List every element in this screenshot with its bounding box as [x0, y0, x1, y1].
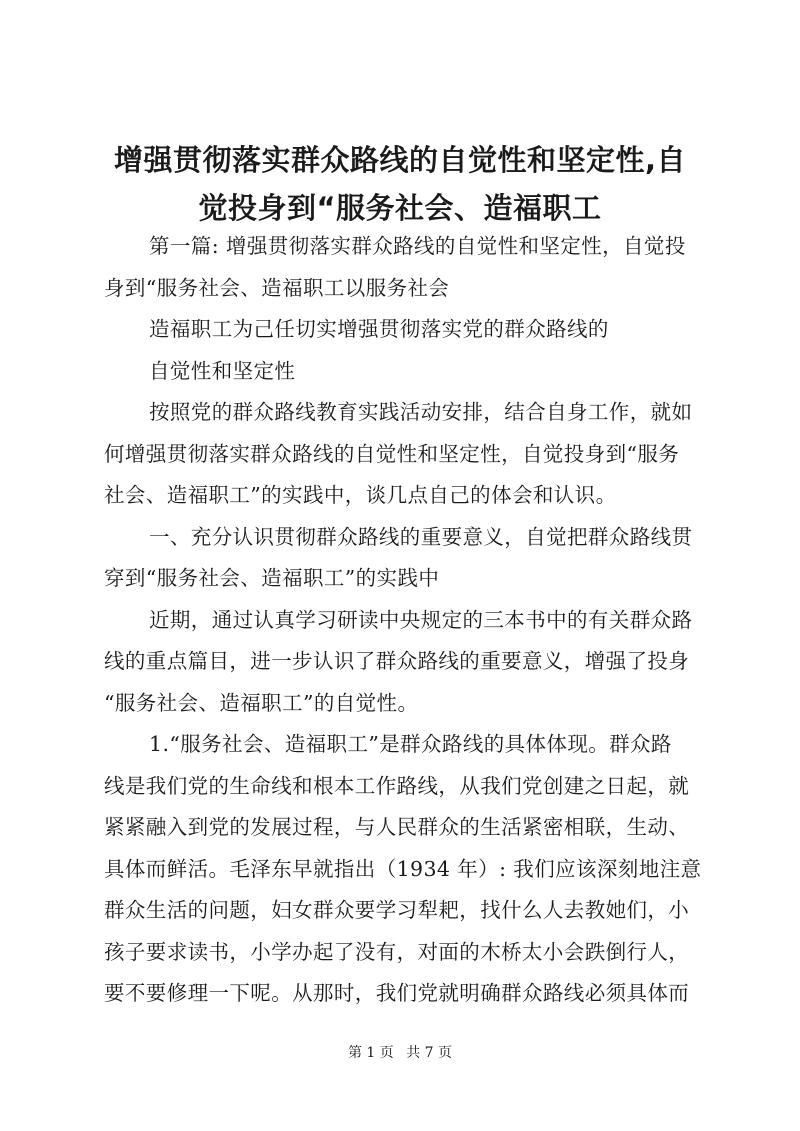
- body-line: 1.“服务社会、造福职工”是群众路线的具体体现。群众路: [149, 732, 672, 756]
- body-line: 造福职工为己任切实增强贯彻落实党的群众路线的: [149, 317, 609, 341]
- page-number: 第 1 页: [347, 1045, 394, 1061]
- body-line: 自觉性和坚定性: [149, 358, 296, 383]
- body-line: 近期，通过认真学习研读中央规定的三本书中的有关群众路: [149, 607, 693, 632]
- body-line: 群众生活的问题，妇女群众要学习犁耙，找什么人去教她们，小: [104, 898, 690, 922]
- page-total: 共 7 页: [406, 1045, 453, 1061]
- body-line: 身到“服务社会、造福职工以服务社会: [104, 275, 450, 300]
- body-line: 要不要修理一下呢。从那时，我们党就明确群众路线必须具体而: [104, 981, 690, 1005]
- document-title-line-2: 觉投身到“服务社会、造福职工: [198, 191, 602, 225]
- body-line: 社会、造福职工”的实践中，谈几点自己的体会和认识。: [104, 483, 617, 507]
- document-title-line-1: 增强贯彻落实群众路线的自觉性和坚定性,自: [113, 143, 687, 177]
- body-line: 穿到“服务社会、造福职工”的实践中: [104, 566, 440, 590]
- page-footer: [0, 1043, 800, 1063]
- body-line: 具体而鲜活。毛泽东早就指出（1934 年）: 我们应该深刻地注意: [104, 856, 702, 881]
- body-line: “服务社会、造福职工”的自觉性。: [104, 690, 419, 715]
- body-line: 第一篇: 增强贯彻落实群众路线的自觉性和坚定性，自觉投: [149, 234, 686, 258]
- body-line: 按照党的群众路线教育实践活动安排，结合自身工作，就如: [149, 400, 693, 424]
- body-line: 一、充分认识贯彻群众路线的重要意义，自觉把群众路线贯: [149, 524, 693, 549]
- body-line: 紧紧融入到党的发展过程，与人民群众的生活紧密相联，生动、: [104, 815, 690, 839]
- body-line: 线的重点篇目，进一步认识了群众路线的重要意义，增强了投身: [104, 649, 690, 673]
- document-body: [104, 226, 704, 1015]
- body-line: 孩子要求读书，小学办起了没有，对面的木桥太小会跌倒行人，: [104, 939, 690, 964]
- body-line: 线是我们党的生命线和根本工作路线，从我们党创建之日起，就: [104, 773, 690, 798]
- body-line: 何增强贯彻落实群众路线的自觉性和坚定性，自觉投身到“服务: [104, 441, 680, 466]
